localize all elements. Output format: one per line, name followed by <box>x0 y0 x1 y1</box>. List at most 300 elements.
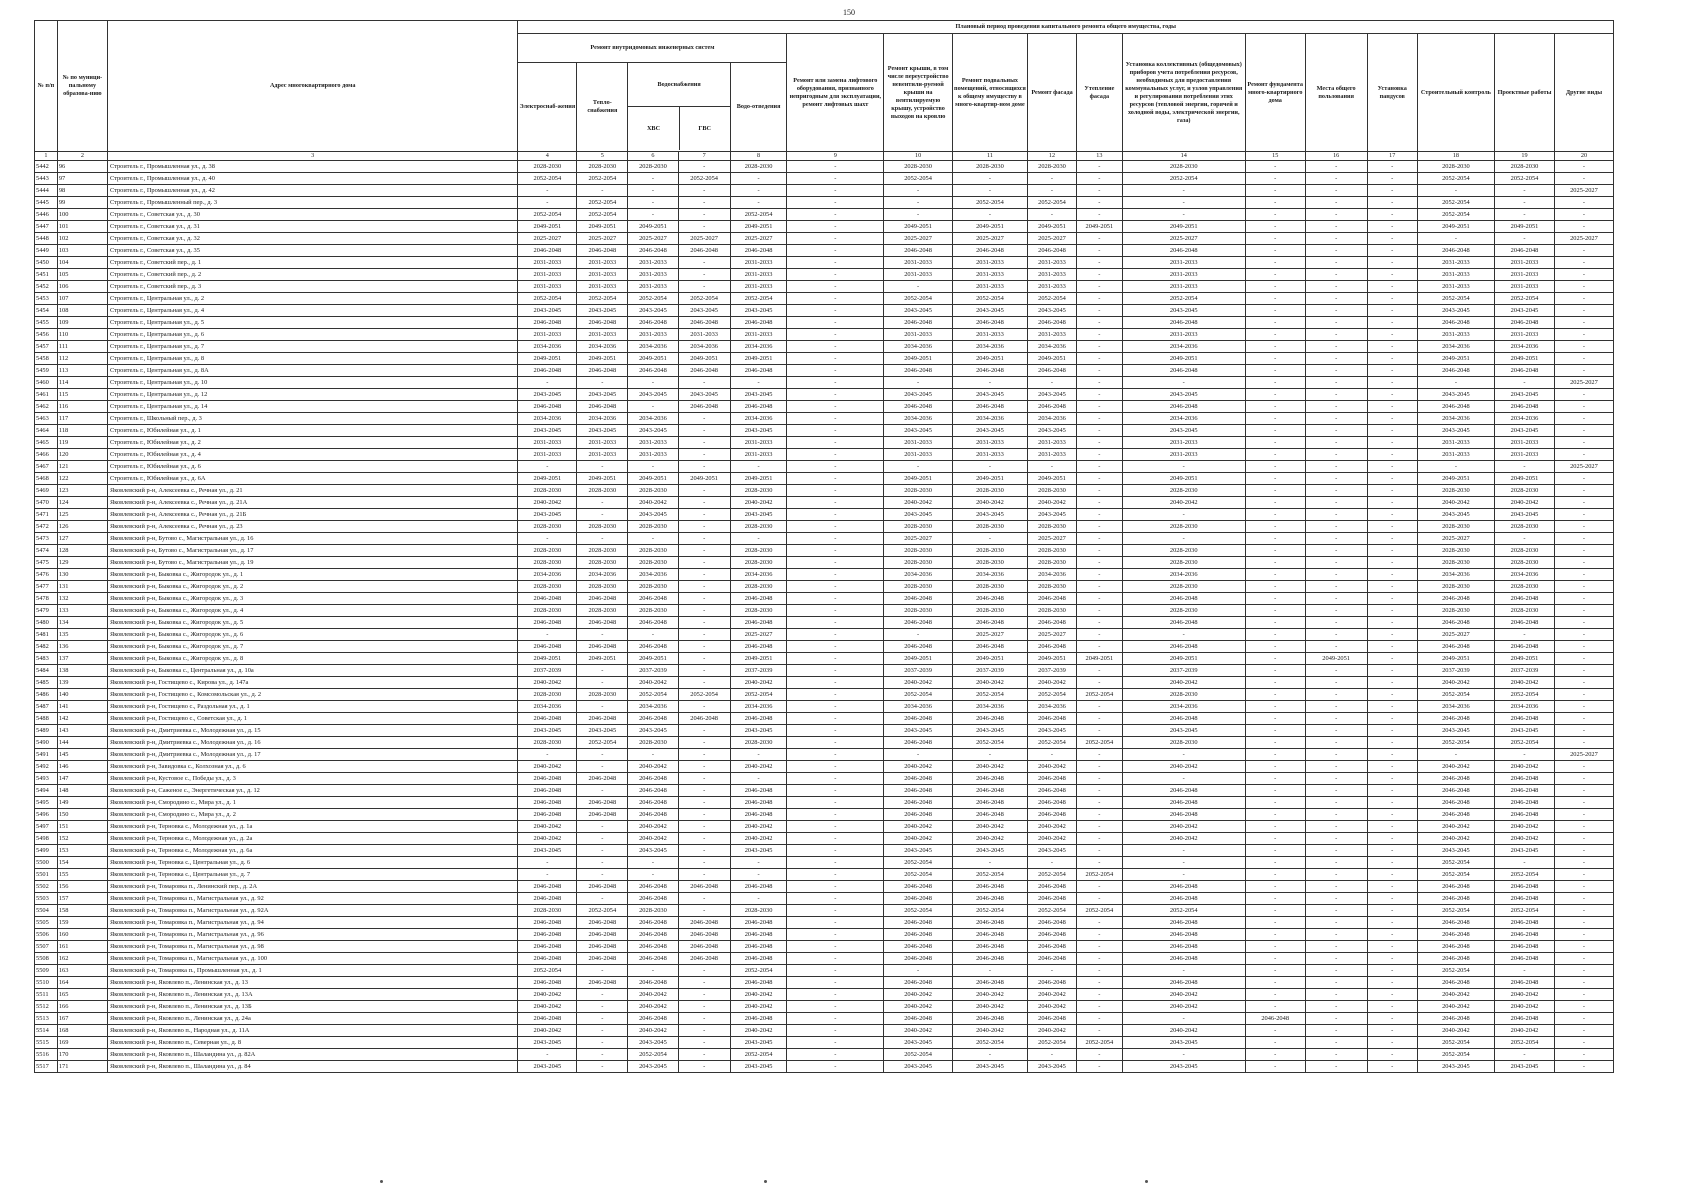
address-cell: Яковлевский р-н, Терновка с., Молодежная ул., д. 1а <box>107 821 518 833</box>
column-number-cell: 20 <box>1554 152 1613 161</box>
schedule-cell: 2052-2054 <box>577 293 628 305</box>
address-cell: Строитель г., Центральная ул., д. 5 <box>107 317 518 329</box>
schedule-cell: 2025-2027 <box>577 233 628 245</box>
schedule-cell: - <box>1028 173 1077 185</box>
schedule-cell: 2031-2033 <box>1417 437 1494 449</box>
schedule-cell: 2040-2042 <box>518 1001 577 1013</box>
table-row <box>35 965 1614 977</box>
row-number-cell: 152 <box>57 833 107 845</box>
schedule-cell: - <box>1554 437 1613 449</box>
schedule-cell: - <box>1554 341 1613 353</box>
schedule-cell: 2040-2042 <box>884 1025 953 1037</box>
schedule-cell: 2040-2042 <box>1122 1025 1245 1037</box>
schedule-cell: 2031-2033 <box>1122 449 1245 461</box>
schedule-cell: - <box>1305 233 1367 245</box>
schedule-cell: - <box>518 629 577 641</box>
schedule-cell: 2025-2027 <box>518 233 577 245</box>
schedule-cell: 2037-2039 <box>884 665 953 677</box>
schedule-cell: 2034-2036 <box>1417 341 1494 353</box>
schedule-cell: 2040-2042 <box>1122 989 1245 1001</box>
schedule-cell: 2040-2042 <box>518 677 577 689</box>
schedule-cell: 2046-2048 <box>952 893 1027 905</box>
col-meters-header: Установка коллективных (общедомовых) приборов учета потребления ресурсов, необходимых для предоставления коммунальных услуг, и узлов управления и регулирования потребления этих ресурсов (тепловой энергии, горячей и холодной воды, электрической энергии, газа) <box>1122 34 1245 152</box>
schedule-cell: - <box>787 1061 884 1073</box>
schedule-cell: - <box>1305 593 1367 605</box>
schedule-cell: 2046-2048 <box>678 365 730 377</box>
schedule-cell: - <box>1245 461 1305 473</box>
table-row <box>35 533 1614 545</box>
schedule-cell: - <box>1367 353 1417 365</box>
schedule-cell: - <box>1077 581 1123 593</box>
schedule-cell: 2049-2051 <box>1122 221 1245 233</box>
schedule-cell: 2028-2030 <box>1028 557 1077 569</box>
schedule-cell: 2049-2051 <box>1077 221 1123 233</box>
address-cell: Яковлевский р-н, Смородино с., Мира ул., д. 2 <box>107 809 518 821</box>
row-number-cell: 143 <box>57 725 107 737</box>
schedule-cell: 2034-2036 <box>1122 569 1245 581</box>
schedule-cell: - <box>952 461 1027 473</box>
address-cell: Строитель г., Центральная ул., д. 14 <box>107 401 518 413</box>
schedule-cell: - <box>1122 461 1245 473</box>
row-number-cell: 5457 <box>35 341 58 353</box>
table-row <box>35 557 1614 569</box>
schedule-cell: - <box>577 665 628 677</box>
schedule-cell: 2046-2048 <box>952 881 1027 893</box>
schedule-cell: 2031-2033 <box>518 329 577 341</box>
schedule-cell: - <box>1077 1025 1123 1037</box>
schedule-cell: 2046-2048 <box>518 953 577 965</box>
schedule-cell: 2046-2048 <box>884 773 953 785</box>
schedule-cell: - <box>1554 1037 1613 1049</box>
table-row <box>35 305 1614 317</box>
schedule-cell: 2046-2048 <box>730 1013 787 1025</box>
schedule-cell: 2049-2051 <box>1077 653 1123 665</box>
schedule-cell: 2043-2045 <box>628 725 678 737</box>
schedule-cell: 2031-2033 <box>730 329 787 341</box>
schedule-cell: - <box>787 857 884 869</box>
row-number-cell: 159 <box>57 917 107 929</box>
schedule-cell: - <box>1367 389 1417 401</box>
row-number-cell: 5494 <box>35 785 58 797</box>
schedule-cell: - <box>1367 509 1417 521</box>
schedule-cell: 2052-2054 <box>1028 293 1077 305</box>
schedule-cell: 2028-2030 <box>1417 485 1494 497</box>
schedule-cell: - <box>884 965 953 977</box>
schedule-cell: - <box>678 617 730 629</box>
address-cell: Яковлевский р-н, Алексеевка с., Речная ул., д. 21А <box>107 497 518 509</box>
schedule-cell: 2049-2051 <box>1305 653 1367 665</box>
col-sewer-header: Водо-отведения <box>730 63 787 152</box>
row-number-cell: 5451 <box>35 269 58 281</box>
schedule-cell: 2031-2033 <box>1028 257 1077 269</box>
row-number-cell: 5462 <box>35 401 58 413</box>
schedule-cell: 2034-2036 <box>952 569 1027 581</box>
schedule-cell: 2025-2027 <box>1028 533 1077 545</box>
schedule-cell: - <box>1367 737 1417 749</box>
schedule-cell: 2046-2048 <box>1122 785 1245 797</box>
schedule-cell: - <box>1305 605 1367 617</box>
schedule-cell: 2052-2054 <box>1495 293 1555 305</box>
schedule-cell: 2046-2048 <box>884 365 953 377</box>
schedule-cell: - <box>1305 701 1367 713</box>
schedule-cell: - <box>1077 449 1123 461</box>
address-cell: Яковлевский р-н, Яковлево п., Шаландина ул., д. 82А <box>107 1049 518 1061</box>
row-number-cell: 5487 <box>35 701 58 713</box>
schedule-cell: 2046-2048 <box>1417 785 1494 797</box>
schedule-cell: - <box>678 833 730 845</box>
schedule-cell: 2046-2048 <box>1495 1013 1555 1025</box>
schedule-cell: - <box>1554 917 1613 929</box>
schedule-cell: - <box>1495 377 1555 389</box>
schedule-cell: 2028-2030 <box>730 161 787 173</box>
schedule-cell: - <box>1028 965 1077 977</box>
schedule-cell: - <box>678 785 730 797</box>
schedule-cell: - <box>678 977 730 989</box>
schedule-cell: 2025-2027 <box>1554 749 1613 761</box>
address-cell: Яковлевский р-н, Яковлево п., Ленинская ул., д. 24а <box>107 1013 518 1025</box>
schedule-cell: 2052-2054 <box>1495 737 1555 749</box>
schedule-cell: - <box>1245 509 1305 521</box>
row-number-cell: 5512 <box>35 1001 58 1013</box>
schedule-cell: 2052-2054 <box>577 737 628 749</box>
schedule-cell: 2025-2027 <box>1554 461 1613 473</box>
row-number-cell: 5485 <box>35 677 58 689</box>
schedule-cell: - <box>1305 629 1367 641</box>
schedule-cell: 2031-2033 <box>1122 329 1245 341</box>
address-cell: Строитель г., Центральная ул., д. 8А <box>107 365 518 377</box>
schedule-cell: 2046-2048 <box>1495 401 1555 413</box>
schedule-cell: 2031-2033 <box>730 437 787 449</box>
table-row <box>35 629 1614 641</box>
schedule-cell: 2046-2048 <box>884 809 953 821</box>
table-row <box>35 857 1614 869</box>
schedule-cell: 2046-2048 <box>730 881 787 893</box>
schedule-cell: 2040-2042 <box>628 761 678 773</box>
schedule-cell: - <box>787 665 884 677</box>
schedule-cell: - <box>518 749 577 761</box>
table-row <box>35 269 1614 281</box>
schedule-cell: 2052-2054 <box>577 905 628 917</box>
schedule-cell: - <box>678 797 730 809</box>
schedule-cell: 2037-2039 <box>1417 665 1494 677</box>
schedule-cell: 2052-2054 <box>1122 905 1245 917</box>
table-row <box>35 281 1614 293</box>
schedule-cell: 2034-2036 <box>884 413 953 425</box>
schedule-cell: 2031-2033 <box>577 329 628 341</box>
row-number-cell: 5443 <box>35 173 58 185</box>
schedule-cell: - <box>787 425 884 437</box>
table-row <box>35 401 1614 413</box>
table-row <box>35 653 1614 665</box>
schedule-cell: - <box>787 281 884 293</box>
schedule-cell: 2049-2051 <box>730 653 787 665</box>
schedule-cell: 2034-2036 <box>1028 701 1077 713</box>
schedule-cell: 2046-2048 <box>628 941 678 953</box>
schedule-cell: - <box>1077 881 1123 893</box>
schedule-cell: 2046-2048 <box>577 797 628 809</box>
column-number-cell: 14 <box>1122 152 1245 161</box>
row-number-cell: 5450 <box>35 257 58 269</box>
address-cell: Строитель г., Промышленный пер., д. 3 <box>107 197 518 209</box>
schedule-cell: - <box>1367 857 1417 869</box>
schedule-cell: 2046-2048 <box>884 617 953 629</box>
column-number-cell: 1 <box>35 152 58 161</box>
schedule-cell: 2046-2048 <box>1028 317 1077 329</box>
schedule-cell: - <box>1028 185 1077 197</box>
schedule-cell: - <box>787 989 884 1001</box>
schedule-cell: 2040-2042 <box>1028 1025 1077 1037</box>
schedule-cell: 2046-2048 <box>952 809 1027 821</box>
schedule-cell: 2046-2048 <box>518 929 577 941</box>
schedule-cell: 2031-2033 <box>1417 269 1494 281</box>
address-cell: Яковлевский р-н, Кустовое с., Победы ул., д. 3 <box>107 773 518 785</box>
schedule-cell: 2046-2048 <box>1028 773 1077 785</box>
schedule-cell: - <box>628 965 678 977</box>
schedule-cell: 2046-2048 <box>884 893 953 905</box>
schedule-cell: - <box>1367 485 1417 497</box>
schedule-cell: - <box>518 857 577 869</box>
schedule-cell: - <box>1554 521 1613 533</box>
schedule-cell: - <box>1077 161 1123 173</box>
row-number-cell: 162 <box>57 953 107 965</box>
row-number-cell: 126 <box>57 521 107 533</box>
schedule-cell: - <box>678 593 730 605</box>
schedule-cell: - <box>1245 161 1305 173</box>
schedule-cell: - <box>1554 1013 1613 1025</box>
row-number-cell: 150 <box>57 809 107 821</box>
schedule-cell: 2046-2048 <box>1495 809 1555 821</box>
schedule-cell: - <box>1245 869 1305 881</box>
table-row <box>35 713 1614 725</box>
schedule-cell: 2040-2042 <box>730 833 787 845</box>
schedule-cell: 2046-2048 <box>952 641 1027 653</box>
schedule-cell: 2031-2033 <box>1122 269 1245 281</box>
schedule-cell: - <box>1077 977 1123 989</box>
schedule-cell: 2046-2048 <box>730 953 787 965</box>
schedule-cell: - <box>1367 977 1417 989</box>
schedule-cell: - <box>1554 401 1613 413</box>
schedule-cell: 2046-2048 <box>730 593 787 605</box>
schedule-cell: - <box>1077 317 1123 329</box>
schedule-cell: 2046-2048 <box>730 917 787 929</box>
schedule-cell: - <box>787 473 884 485</box>
schedule-cell: - <box>1245 1037 1305 1049</box>
schedule-cell: 2046-2048 <box>1122 917 1245 929</box>
schedule-cell: 2040-2042 <box>1122 833 1245 845</box>
schedule-cell: - <box>1028 1049 1077 1061</box>
schedule-cell: 2034-2036 <box>1122 701 1245 713</box>
schedule-cell: - <box>678 641 730 653</box>
table-row <box>35 497 1614 509</box>
schedule-cell: 2025-2027 <box>1417 629 1494 641</box>
water-group-title: Водоснабжения <box>628 64 729 107</box>
schedule-cell: - <box>1305 257 1367 269</box>
row-number-cell: 164 <box>57 977 107 989</box>
schedule-cell: 2031-2033 <box>628 449 678 461</box>
schedule-cell: 2043-2045 <box>1028 425 1077 437</box>
schedule-cell: 2046-2048 <box>1495 593 1555 605</box>
schedule-cell: 2028-2030 <box>1122 581 1245 593</box>
schedule-cell: 2028-2030 <box>884 581 953 593</box>
row-number-cell: 168 <box>57 1025 107 1037</box>
schedule-cell: 2052-2054 <box>952 1037 1027 1049</box>
schedule-cell: - <box>787 833 884 845</box>
row-number-cell: 5501 <box>35 869 58 881</box>
schedule-cell: - <box>1245 1001 1305 1013</box>
schedule-cell: 2046-2048 <box>884 737 953 749</box>
schedule-cell: - <box>787 401 884 413</box>
schedule-cell: - <box>1245 929 1305 941</box>
table-row <box>35 761 1614 773</box>
schedule-cell: 2046-2048 <box>952 593 1027 605</box>
column-number-cell: 9 <box>787 152 884 161</box>
schedule-cell: 2052-2054 <box>518 209 577 221</box>
schedule-cell: - <box>884 377 953 389</box>
schedule-cell: 2031-2033 <box>730 281 787 293</box>
schedule-cell: 2034-2036 <box>952 413 1027 425</box>
schedule-cell: 2046-2048 <box>952 245 1027 257</box>
schedule-cell: - <box>1554 833 1613 845</box>
schedule-cell: 2049-2051 <box>952 353 1027 365</box>
row-number-cell: 123 <box>57 485 107 497</box>
schedule-cell: 2046-2048 <box>1417 893 1494 905</box>
schedule-cell: - <box>1554 953 1613 965</box>
schedule-cell: - <box>884 185 953 197</box>
table-row <box>35 641 1614 653</box>
schedule-cell: 2046-2048 <box>1417 773 1494 785</box>
table-row <box>35 365 1614 377</box>
column-number-cell: 8 <box>730 152 787 161</box>
row-number-cell: 107 <box>57 293 107 305</box>
address-cell: Яковлевский р-н, Быковка с., Жигородок ул., д. 4 <box>107 605 518 617</box>
col-address-header: Адрес многоквартирного дома <box>107 21 518 152</box>
table-row <box>35 1061 1614 1073</box>
schedule-cell: - <box>787 653 884 665</box>
row-number-cell: 5490 <box>35 737 58 749</box>
schedule-cell: - <box>1305 353 1367 365</box>
row-number-cell: 101 <box>57 221 107 233</box>
schedule-cell: 2040-2042 <box>1122 497 1245 509</box>
schedule-cell: - <box>1077 353 1123 365</box>
schedule-cell: 2031-2033 <box>952 257 1027 269</box>
schedule-cell: 2040-2042 <box>730 1025 787 1037</box>
schedule-cell: - <box>1077 929 1123 941</box>
schedule-cell: - <box>787 605 884 617</box>
schedule-cell: 2040-2042 <box>518 833 577 845</box>
schedule-cell: - <box>1245 581 1305 593</box>
schedule-cell: 2040-2042 <box>1028 821 1077 833</box>
schedule-cell: - <box>577 893 628 905</box>
schedule-cell: - <box>1077 521 1123 533</box>
schedule-cell: 2043-2045 <box>1122 1061 1245 1073</box>
schedule-cell: 2031-2033 <box>628 269 678 281</box>
address-cell: Яковлевский р-н, Томаровка п., Магистральная ул., д. 94 <box>107 917 518 929</box>
column-number-cell: 12 <box>1028 152 1077 161</box>
schedule-cell: 2049-2051 <box>1417 221 1494 233</box>
schedule-cell: 2052-2054 <box>1028 197 1077 209</box>
schedule-cell: - <box>1077 677 1123 689</box>
schedule-cell: - <box>787 881 884 893</box>
schedule-cell: - <box>730 377 787 389</box>
schedule-cell: 2052-2054 <box>884 173 953 185</box>
row-number-cell: 154 <box>57 857 107 869</box>
schedule-cell: - <box>787 785 884 797</box>
schedule-cell: - <box>730 857 787 869</box>
schedule-cell: - <box>1495 629 1555 641</box>
schedule-cell: - <box>1305 989 1367 1001</box>
table-row <box>35 1013 1614 1025</box>
schedule-cell: 2043-2045 <box>1122 725 1245 737</box>
schedule-cell: - <box>577 629 628 641</box>
table-row <box>35 353 1614 365</box>
schedule-cell: 2040-2042 <box>952 761 1027 773</box>
schedule-cell: 2043-2045 <box>730 1037 787 1049</box>
schedule-cell: 2052-2054 <box>1417 869 1494 881</box>
schedule-cell: 2046-2048 <box>1028 713 1077 725</box>
schedule-cell: 2046-2048 <box>1495 917 1555 929</box>
schedule-cell: - <box>577 1037 628 1049</box>
schedule-cell: 2028-2030 <box>1417 521 1494 533</box>
row-number-cell: 5507 <box>35 941 58 953</box>
schedule-cell: 2046-2048 <box>1417 401 1494 413</box>
schedule-cell: 2052-2054 <box>730 293 787 305</box>
schedule-cell: 2046-2048 <box>577 917 628 929</box>
table-row <box>35 701 1614 713</box>
schedule-cell: - <box>1245 449 1305 461</box>
schedule-cell: 2031-2033 <box>952 269 1027 281</box>
row-number-cell: 5444 <box>35 185 58 197</box>
schedule-cell: 2034-2036 <box>1417 569 1494 581</box>
schedule-cell: 2028-2030 <box>628 161 678 173</box>
row-number-cell: 98 <box>57 185 107 197</box>
address-cell: Яковлевский р-н, Дмитриевка с., Молодежная ул., д. 16 <box>107 737 518 749</box>
row-number-cell: 170 <box>57 1049 107 1061</box>
row-number-cell: 5458 <box>35 353 58 365</box>
schedule-cell: 2025-2027 <box>952 629 1027 641</box>
schedule-cell: 2043-2045 <box>1122 1037 1245 1049</box>
schedule-cell: - <box>1554 485 1613 497</box>
schedule-cell: - <box>1077 173 1123 185</box>
schedule-cell: - <box>1554 1025 1613 1037</box>
schedule-cell: - <box>1305 1013 1367 1025</box>
schedule-cell: 2043-2045 <box>577 725 628 737</box>
schedule-cell: 2049-2051 <box>1122 653 1245 665</box>
schedule-cell: - <box>1367 665 1417 677</box>
schedule-cell: 2040-2042 <box>1495 1025 1555 1037</box>
address-cell: Яковлевский р-н, Яковлево п., Шаландина ул., д. 84 <box>107 1061 518 1073</box>
schedule-cell: 2046-2048 <box>628 245 678 257</box>
row-number-cell: 141 <box>57 701 107 713</box>
schedule-cell: - <box>1245 845 1305 857</box>
row-number-cell: 125 <box>57 509 107 521</box>
schedule-cell: 2046-2048 <box>628 953 678 965</box>
row-number-cell: 104 <box>57 257 107 269</box>
address-cell: Яковлевский р-н, Быковка с., Жигородок ул., д. 1 <box>107 569 518 581</box>
schedule-cell: 2046-2048 <box>1122 365 1245 377</box>
schedule-cell: 2046-2048 <box>730 797 787 809</box>
schedule-cell: 2028-2030 <box>952 581 1027 593</box>
schedule-cell: - <box>884 629 953 641</box>
schedule-cell: 2043-2045 <box>1495 425 1555 437</box>
schedule-cell: 2046-2048 <box>678 401 730 413</box>
schedule-cell: - <box>1077 281 1123 293</box>
schedule-cell: - <box>1305 557 1367 569</box>
schedule-cell: 2046-2048 <box>628 929 678 941</box>
schedule-cell: 2046-2048 <box>952 785 1027 797</box>
schedule-cell: - <box>628 749 678 761</box>
schedule-cell: - <box>628 533 678 545</box>
schedule-cell: - <box>577 989 628 1001</box>
